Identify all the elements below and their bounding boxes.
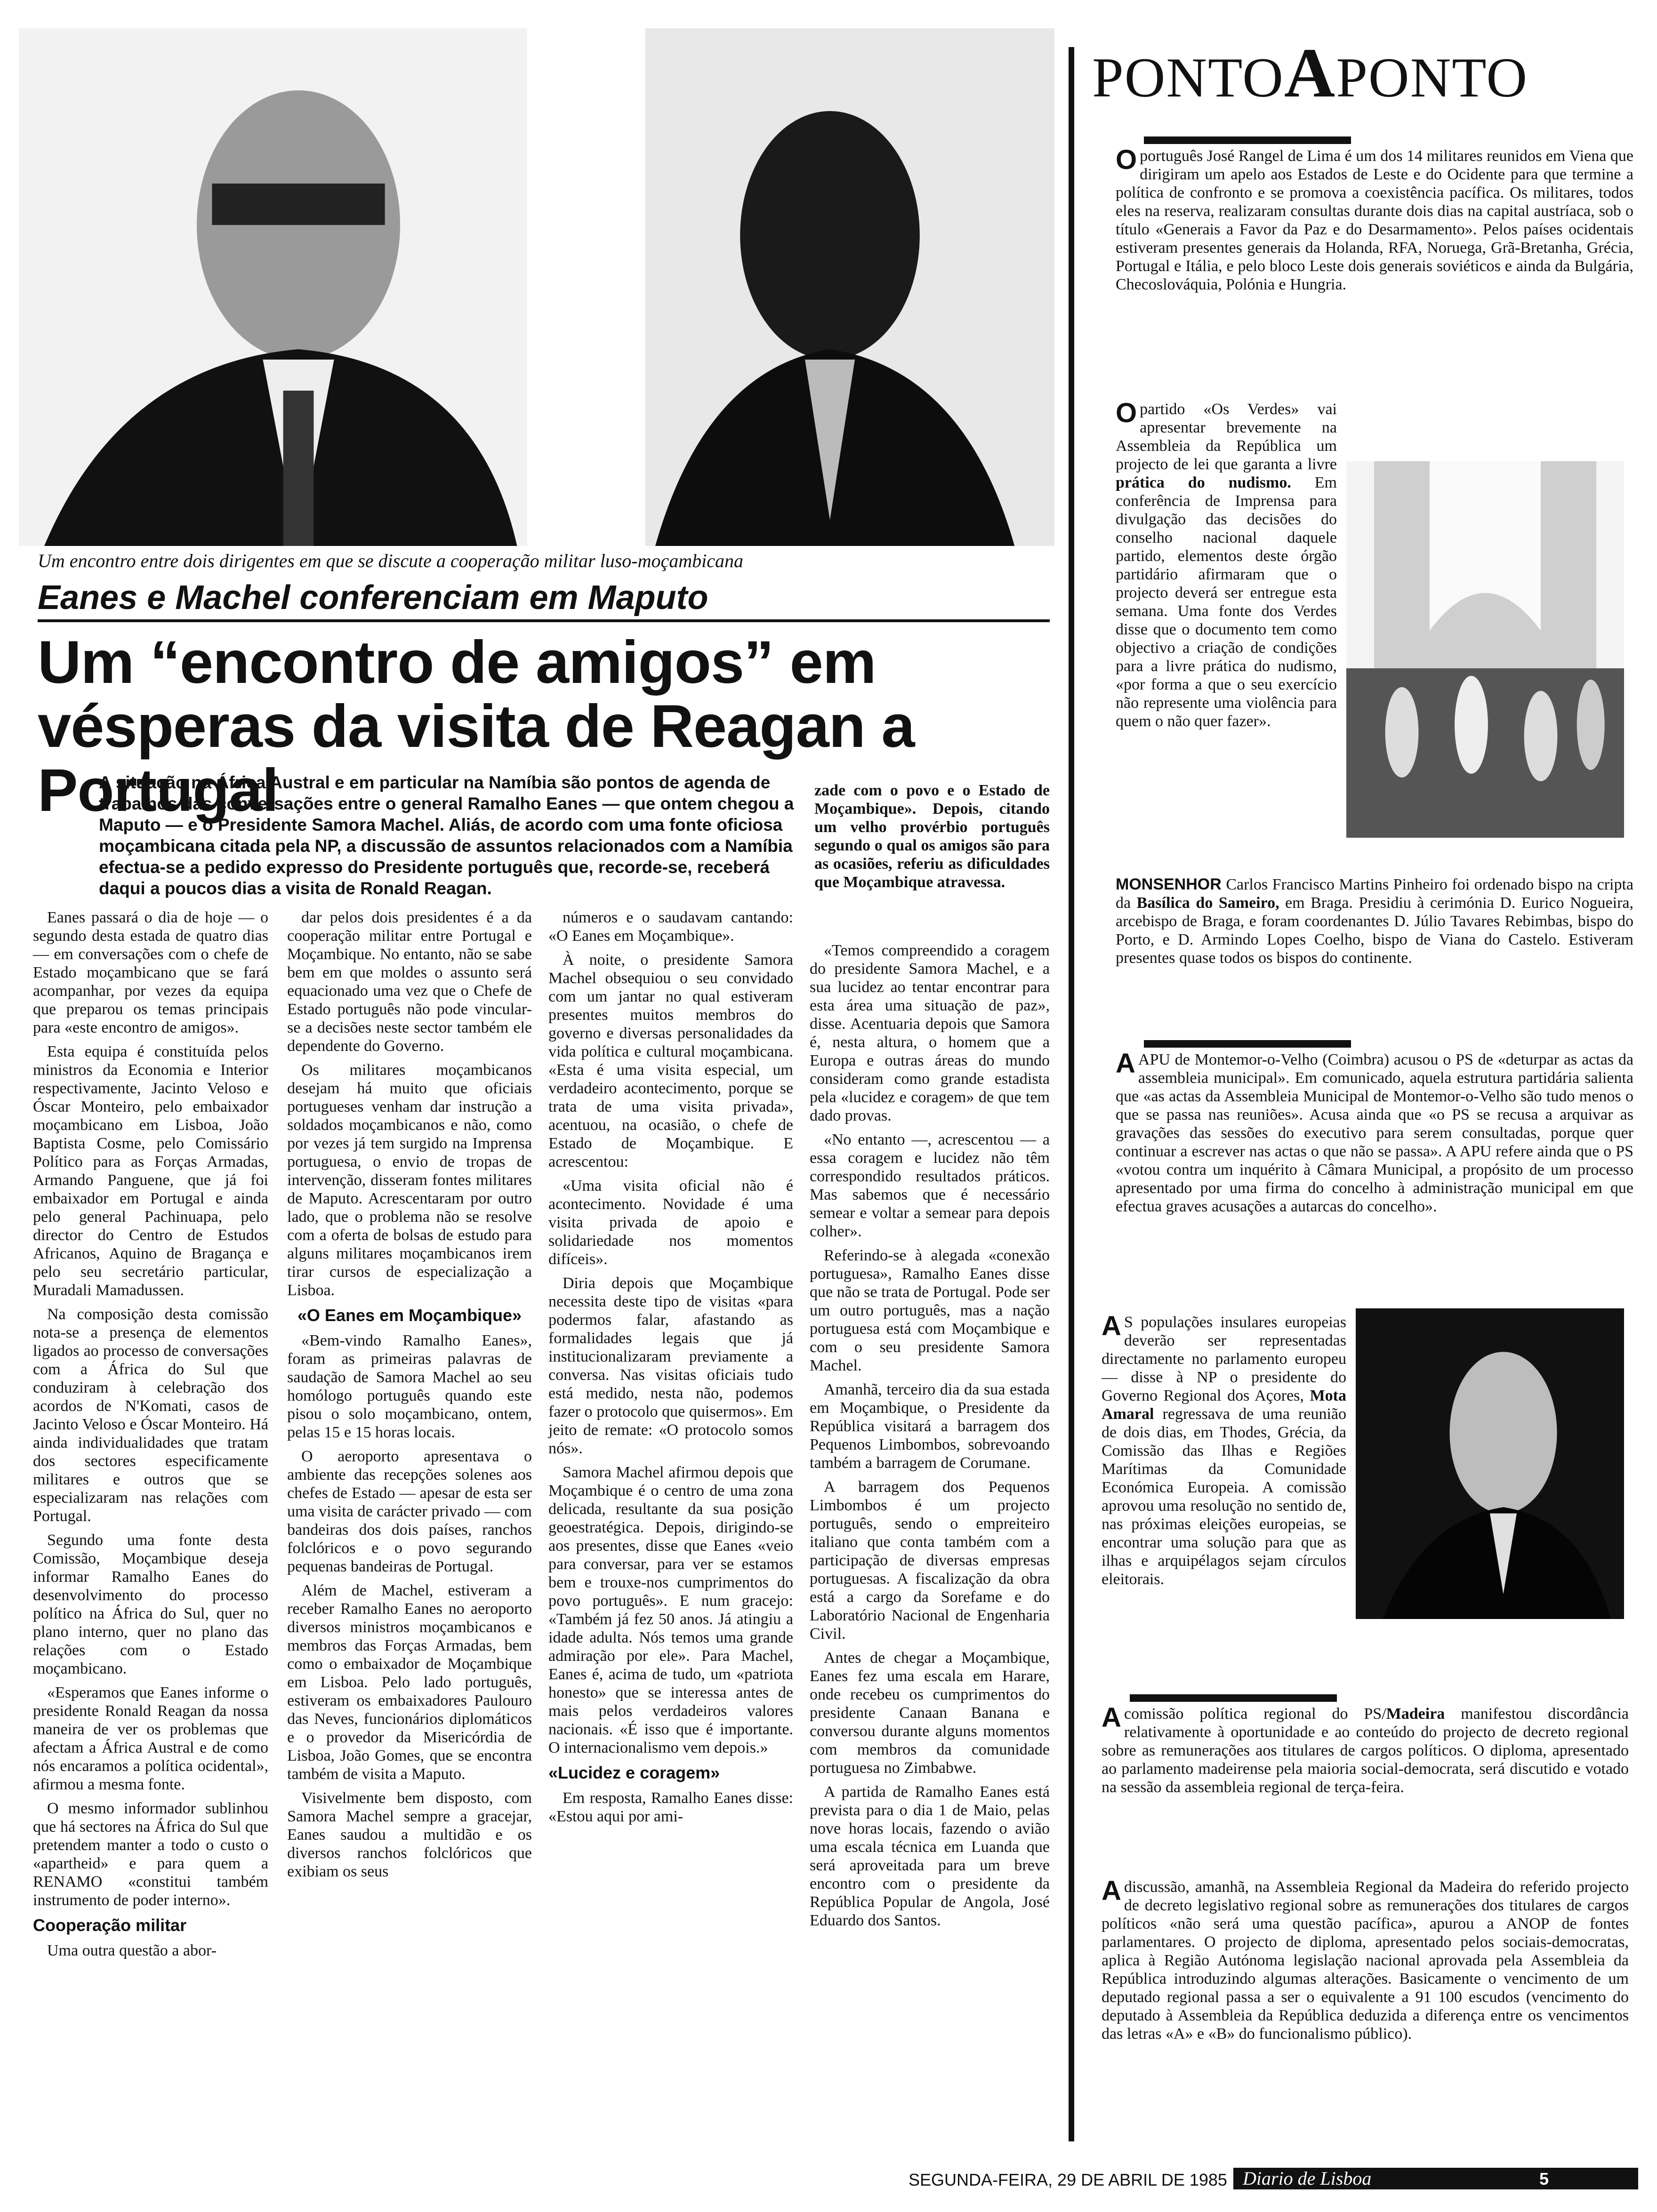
brief-text: discussão, amanhã, na Assembleia Regional da Madeira do referido projecto de decreto legislativo regional sobre as remunerações dos titulares de cargos políticos «não será uma questão pacífica», apurou a ANOP de fontes parlamentares. O projecto de diploma, apresentado pelos sociais-democratas, aplica à Região Autónoma legislação nacional aprovada pela Assembleia da República introduzindo algumas alterações. Basicamente o vencimento de um deputado regional passa a ser o equivalente a 91 100 escudos (vencimento do deputado à Assembleia da República deduzida a diferença entre os vencimentos das letras «A» e «B» do funcionalismo público). — [1102, 1878, 1629, 2043]
brief-assembleia-madeira — [1102, 1875, 1629, 2043]
article-kicker: Eanes e Machel conferenciam em Maputo — [38, 579, 708, 617]
brief-initial: A — [1102, 1311, 1121, 1341]
paragraph: Visivelmente bem disposto, com Samora Machel sempre a gracejar, Eanes saudou a multidão e os diversos ranchos folclóricos que exibiam os seus — [287, 1789, 532, 1880]
subhead-lucidez: «Lucidez e coragem» — [548, 1763, 720, 1782]
paragraph: A partida de Ramalho Eanes está prevista para o dia 1 de Maio, pelas nove horas locais, fazendo o avião uma escala técnica em Luanda que será aproveitada para um breve encontro com o presidente da República Popular de Angola, José Eduardo dos Santos. — [810, 1783, 1050, 1929]
paragraph: Em resposta, Ramalho Eanes disse: «Estou aqui por ami- — [548, 1789, 793, 1825]
brief-bar — [1144, 136, 1351, 144]
brief-text: manifestou discordância relativamente à oportunidade e ao conteúdo do projecto de decreto regional sobre as remunerações aos titulares de cargos políticos. O diploma, apresentado ao parlamento madeirense pela maioria social-democrata, será discutido e votado na sessão da assembleia regional de terça-feira. — [1102, 1705, 1629, 1796]
paragraph: números e o saudavam cantando: «O Eanes em Moçambique». — [548, 909, 793, 945]
paragraph: À noite, o presidente Samora Machel obsequiou o seu convidado com um jantar no qual estiveram presentes muitos membros do governo e diversas personalidades da vida política e cultural moçambicana. «Esta é uma visita especial, um verdadeiro acontecimento, porque se trata de uma visita privada», acentuou, na ocasião, o chefe de Estado de Moçambique. E acrescentou: — [548, 951, 793, 1170]
brief-text: Carlos Francisco Martins Pinheiro foi ordenado bispo na cripta da — [1116, 876, 1633, 912]
paragraph: Segundo uma fonte desta Comissão, Moçambique deseja informar Ramalho Eanes do desenvolvimento do processo político na África do Sul, quer no plano interno, quer no plano das relações com o Estado moçambicano. — [33, 1531, 268, 1677]
footer-paper-name: Diario de Lisboa — [1233, 2168, 1469, 2189]
brief-ps-madeira — [1102, 1694, 1629, 1796]
paragraph: Os militares moçambicanos desejam há muito que oficiais portugueses venham dar instrução a soldados moçambicanos e não, como por vezes já tem surgido na Imprensa portuguesa, o envio de tropas de intervenção, disseram fontes militares de Maputo. Acrescentaram por outro lado, que o problema não se resolve com a oferta de bolsas de estudo para alguns militares moçambicanos irem tirar cursos de especialização a Lisboa. — [287, 1061, 532, 1299]
article-column-3 — [548, 908, 793, 1831]
paragraph: Uma outra questão a abor- — [47, 1942, 217, 1959]
brief-os-verdes — [1116, 400, 1337, 730]
footer-date: SEGUNDA-FEIRA, 29 DE ABRIL DE 1985 — [909, 2170, 1227, 2189]
brief-initial: A — [1102, 1875, 1121, 1906]
subhead-cooperacao: Cooperação militar — [33, 1915, 187, 1935]
brief-monsenhor — [1116, 875, 1633, 967]
brief-emphasis: Madeira — [1386, 1705, 1445, 1723]
paragraph: Samora Machel afirmou depois que Moçambique é o centro de uma zona delicada, resultante da sua posição geoestratégica. Depois, dirigindo-se aos presentes, disse que Eanes «veio para conversar, para ver se estamos bem e trouxe-nos cumprimentos do povo português». E num gracejo: «Também já fez 50 anos. Já atingiu a idade adulta. Nós temos uma grande admiração por ele». Para Machel, Eanes é, acima de tudo, um «patriota honesto» que se interessa antes de mais pelos verdadeiros valores nacionais. «É isso que é importante. O internacionalismo vem depois.» — [548, 1464, 793, 1756]
brief-text: Em conferência de Imprensa para divulgação das decisões do conselho nacional daquele partido, elementos deste órgão partidário afirmaram que o projecto deverá ser entregue esta semana. Uma fonte dos Verdes disse que o documento tem como objectivo a criação de condições para a livre prática do nudismo, «por forma a que o seu exercício não represente uma violência para quem o não quer fazer». — [1116, 474, 1337, 730]
brief-text: S populações insulares europeias deverão ser representadas directamente no parlamento europeu — disse à NP o presidente do Governo Regional dos Açores, — [1102, 1314, 1346, 1404]
brief-emphasis: Mota Amaral — [1102, 1387, 1346, 1423]
brief-text: comissão política regional do PS/ — [1124, 1705, 1386, 1723]
article-column-2 — [287, 908, 532, 1886]
brief-text: português José Rangel de Lima é um dos 14 militares reunidos em Viena que dirigiram um apelo aos Estados de Leste e do Ocidente para que termine a política de confronto e se promova a coexistência pacífica. Os militares, todos eles na reserva, realizaram consultas durante dois dias na capital austríaca, sob o título «Generais a Favor da Paz e do Desarmamento». Pelos países ocidentais estiveram presentes generais da Holanda, RFA, Noruega, Grã-Bretanha, Grécia, Portugal e Itália, e pelo bloco Leste dois generais soviéticos e ainda da Bulgária, Checoslováquia, Polónia e Hungria. — [1116, 147, 1633, 293]
kicker-rule — [38, 619, 1050, 622]
paragraph: Além de Machel, estiveram a receber Ramalho Eanes no aeroporto diversos ministros moçambicanos e membros das Forças Armadas, bem como o embaixador de Moçambique em Lisboa. Pelo lado português, estiveram os embaixadores Paulouro das Neves, funcionários diplomáticos e o provedor da Misericórdia de Lisboa, João Gomes, que se encontra também de visita a Maputo. — [287, 1582, 532, 1783]
paragraph: «Esperamos que Eanes informe o presidente Ronald Reagan da nossa maneira de ver os problemas que afectam a África Austral e de como nós encaramos a política ocidental», afirmou a mesma fonte. — [33, 1684, 268, 1793]
paragraph: Referindo-se à alegada «conexão portuguesa», Ramalho Eanes disse que não se trata de Portugal. Pode ser um outro português, mas a nação portuguesa está com Moçambique e com o seu presidente Samora Machel. — [810, 1247, 1050, 1374]
paragraph: Antes de chegar a Moçambique, Eanes fez uma escala em Harare, onde recebeu os cumprimentos do presidente Canaan Banana e conversou durante alguns momentos com membros da comunidade portuguesa no Zimbabwe. — [810, 1649, 1050, 1777]
paragraph: Na composição desta comissão nota-se a presença de elementos ligados ao processo de conversações com a África do Sul que conduziram à celebração dos acordos de N'Komati, casos de Jacinto Veloso e Óscar Monteiro. Há ainda individualidades que tratam dos sectores especificamente militares e outros que se especializaram nas relações com Portugal. — [33, 1306, 268, 1525]
brief-military-generals — [1116, 136, 1633, 294]
brief-initial: A — [1116, 1048, 1135, 1079]
brief-initial: A — [1102, 1702, 1121, 1733]
brief-emphasis: prática do nudismo. — [1116, 474, 1291, 491]
brief-initial: MONSENHOR — [1116, 875, 1222, 893]
photo-nudism — [1346, 461, 1624, 838]
photo-machel — [555, 28, 1054, 546]
paragraph: Esta equipa é constituída pelos ministros da Economia e Interior respectivamente, Jacinto Veloso e Óscar Monteiro, pelo embaixador moçambicano em Lisboa, João Baptista Cosme, pelo Comissário Político para as Forças Armadas, Armando Panguene, que já foi embaixador em Portugal e ainda pelo general Pachinuapa, pelo director do Centro de Estudos Africanos, Aquino de Bragança e pelo seu secretário particular, Muradali Mamadussen. — [33, 1043, 268, 1299]
paragraph: «Uma visita oficial não é acontecimento. Novidade é uma visita privada de apoio e solidariedade nos momentos difíceis». — [548, 1177, 793, 1268]
paragraph: Amanhã, terceiro dia da sua estada em Moçambique, o Presidente da República visitará a barragem dos Pequenos Limbombos, sobrevoando também a barragem de Corumane. — [810, 1381, 1050, 1472]
sidebar-divider — [1069, 47, 1074, 2141]
article-headline: Um “encontro de amigos” em vésperas da visita de Reagan a Portugal — [38, 629, 915, 824]
masthead-right: PONTO — [1336, 46, 1528, 109]
paragraph: Diria depois que Moçambique necessita deste tipo de visitas «para podermos falar, afastando as formalidades legais que já institucionalizaram previamente a conversa. Nas visitas oficiais tudo está medido, nesta não, podemos fazer o protocolo que quisermos». Em jeito de remate: «O protocolo somos nós». — [548, 1274, 793, 1457]
photo-caption: Um encontro entre dois dirigentes em que se discute a cooperação militar luso-moçambicana — [38, 550, 743, 571]
photo-mota-amaral — [1356, 1308, 1624, 1619]
brief-acores — [1102, 1313, 1346, 1588]
article-lead: A situação na África Austral e em particular na Namíbia são pontos de agenda de trabalhos das conversações entre o general Ramalho Eanes — que ontem chegou a Maputo — e o Presidente Samora Machel. Aliás, de acordo com uma fonte oficiosa moçambicana citada pela NP, a discussão de assuntos relacionados com a Namíbia efectua-se a pedido expresso do Presidente português que, recorde-se, receberá daqui a poucos dias a visita de Ronald Reagan. — [99, 773, 794, 898]
lead-tail: zade com o povo e o Estado de Moçambique». Depois, citando um velho provérbio português segundo o qual os amigos são para as ocasiões, referiu as dificuldades que Moçambique atravessa. — [814, 782, 1050, 891]
subhead-eanes-mocambique: «O Eanes em Moçambique» — [297, 1306, 522, 1325]
masthead-mid: A — [1284, 34, 1336, 112]
photo-eanes — [19, 28, 527, 546]
brief-initial: O — [1116, 144, 1137, 175]
masthead-left: PONTO — [1092, 46, 1284, 109]
article-column-1 — [33, 908, 268, 1965]
paragraph: O aeroporto apresentava o ambiente das recepções solenes aos chefes de Estado — apesar de esta ser uma visita de carácter privado — com bandeiras dos dois países, ranchos folclóricos e o povo segurando pequenas bandeiras de Portugal. — [287, 1448, 532, 1575]
sidebar-masthead — [1092, 34, 1633, 112]
brief-bar — [1144, 1040, 1351, 1048]
paragraph: dar pelos dois presidentes é a da cooperação militar entre Portugal e Moçambique. No entanto, não se sabe bem em que moldes o assunto será equacionado uma vez que o Chefe de Estado português não pode vincular-se a decisões neste sector também ele dependente do Governo. — [287, 909, 532, 1055]
paragraph: «No entanto —, acrescentou — a essa coragem e lucidez não têm correspondido resultados práticos. Mas sabemos que é necessário semear e voltar a semear para depois colher». — [810, 1131, 1050, 1240]
article-column-4 — [810, 941, 1050, 1935]
footer-page-number: 5 — [1539, 2169, 1549, 2188]
brief-bar — [1130, 1694, 1337, 1702]
paragraph: «Temos compreendido a coragem do presidente Samora Machel, e a sua lucidez ao tentar encontrar para esta área uma situação de paz», disse. Acentuaria depois que Samora é, nesta altura, o homem que a Europa e outras áreas do mundo consideram como grande estadista pela «lucidez e coragem» de que tem dado provas. — [810, 942, 1050, 1124]
paragraph: Eanes passará o dia de hoje — o segundo desta estada de quatro dias — em conversações com o chefe de Estado moçambicano que se fará acompanhar, por vezes da equipa que preparou os temas principais para «este encontro de amigos». — [33, 909, 268, 1036]
brief-emphasis: Basílica do Sameiro, — [1136, 894, 1279, 912]
brief-apu-montemor — [1116, 1040, 1633, 1216]
paragraph: A barragem dos Pequenos Limbombos é um projecto português, sendo o empreiteiro italiano que conta também com a participação de diversas empresas portuguesas. A fiscalização da obra está a cargo da Sorefame e do Laboratório Nacional de Engenharia Civil. — [810, 1478, 1050, 1643]
brief-text: regressava de uma reunião de dois dias, em Thodes, Grécia, da Comissão das Ilhas e Regiões Marítimas da Comunidade Económica Europeia. A comissão aprovou uma resolução no sentido de, nas próximas eleições europeias, se encontrar uma solução para que as ilhas e arquipélagos sejam círculos eleitorais. — [1102, 1405, 1346, 1588]
paragraph: «Bem-vindo Ramalho Eanes», foram as primeiras palavras de saudação de Samora Machel ao seu homólogo português quando este pisou o solo moçambicano, ontem, pelas 15 e 15 horas locais. — [287, 1332, 532, 1441]
brief-text: APU de Montemor-o-Velho (Coimbra) acusou o PS de «deturpar as actas da assembleia municipal». Em comunicado, aquela estrutura partidária salienta que «as actas da Assembleia Municipal de Montemor-o-Velho são tudo menos o que se passa nas reuniões». Acusa ainda que «o PS se recusa a arquivar as gravações das sessões do executivo para serem consultadas, porque quer continuar a escrever nas actas o que não se passa». A APU refere ainda que o PS «votou contra um inquérito à Câmara Municipal, a propósito de um processo apresentado por uma firma do concelho à administração municipal em que efectua graves acusações a autarcas do concelho». — [1116, 1051, 1633, 1215]
brief-text: partido «Os Verdes» vai apresentar brevemente na Assembleia da República um projecto de lei que garanta a livre — [1116, 401, 1337, 473]
brief-text: em Braga. Presidiu à cerimónia D. Eurico Nogueira, arcebispo de Braga, e foram coordenantes D. Júlio Tavares Rebimbas, bispo do Porto, e D. Armindo Lopes Coelho, bispo de Viana do Castelo. Estiveram presentes quase todos os bispos do continente. — [1116, 894, 1633, 967]
paragraph: O mesmo informador sublinhou que há sectores na África do Sul que pretendem manter a todo o custo o «apartheid» e para quem a RENAMO «constitui também instrumento de poder interno». — [33, 1800, 268, 1909]
brief-initial: O — [1116, 398, 1137, 428]
